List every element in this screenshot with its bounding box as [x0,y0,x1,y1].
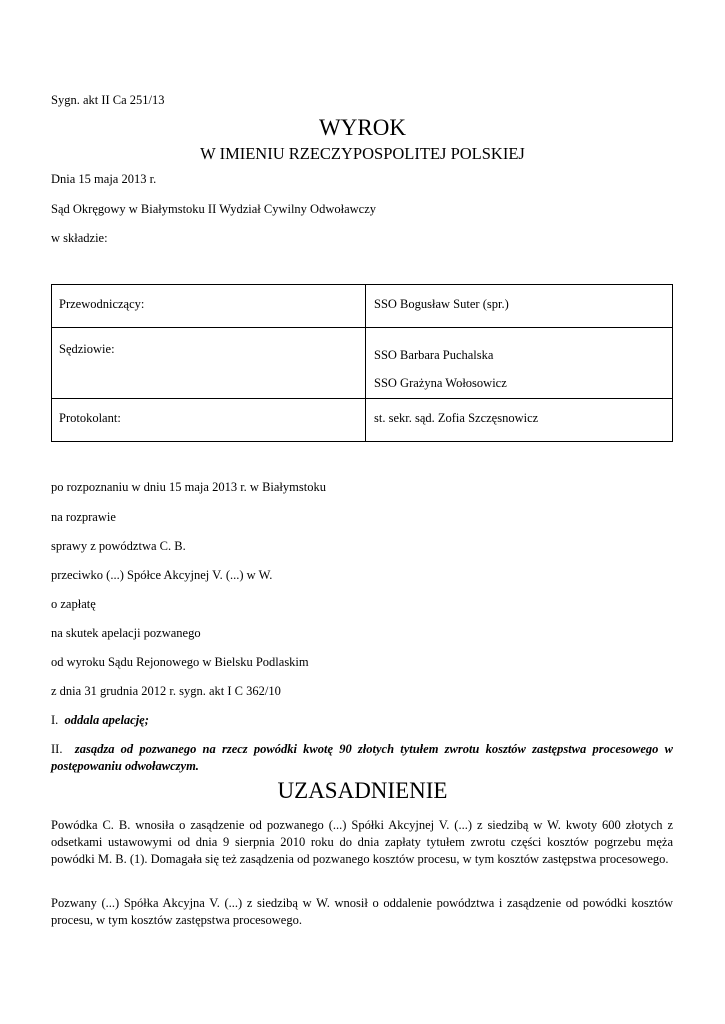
chair-label: Przewodniczący: [59,297,145,311]
chair-value: SSO Bogusław Suter (spr.) [374,297,509,311]
clerk-label: Protokolant: [59,411,121,425]
ruling-point-text: oddala apelację; [64,713,149,727]
proceeding-line: o zapłatę [51,597,96,611]
proceeding-line: na skutek apelacji pozwanego [51,626,201,640]
justification-paragraph: Powódka C. B. wnosiła o zasądzenie od pozwanego (...) Spółki Akcyjnej V. (...) z siedzibą w W. kwoty 600 złotych z odsetkami ustawowymi od dnia 9 sierpnia 2010 roku do dnia zapłaty tytułem zwrotu części kosztów pogrzebu męża powódki M. B. (1). Domagała się też zasądzenia od pozwanego kosztów procesu, w tym kosztów zastępstwa procesowego. [51,818,673,866]
judge-name: SSO Barbara Puchalska [374,348,494,362]
proceeding-line: z dnia 31 grudnia 2012 r. sygn. akt I C 362/10 [51,684,281,698]
ruling-point-2 [51,741,673,775]
proceeding-line: przeciwko (...) Spółce Akcyjnej V. (...) w W. [51,568,273,582]
composition-row-chair [52,285,673,328]
ruling-point-number: II. [51,742,63,756]
ruling-point-1 [51,713,149,728]
court-line: Sąd Okręgowy w Białymstoku II Wydział Cywilny Odwoławczy [51,202,377,216]
justification-heading: UZASADNIENIE [277,778,448,803]
composition-intro: w składzie: [51,231,108,245]
date-line: Dnia 15 maja 2013 r. [51,172,157,186]
case-signature: Sygn. akt II Ca 251/13 [51,93,165,107]
proceeding-line: na rozprawie [51,510,116,524]
composition-table [51,284,673,442]
document-title: WYROK [319,115,406,140]
proceeding-line: od wyroku Sądu Rejonowego w Bielsku Podlaskim [51,655,309,669]
composition-row-clerk [52,399,673,442]
proceeding-line: po rozpoznaniu w dniu 15 maja 2013 r. w Białymstoku [51,480,326,494]
judges-label: Sędziowie: [59,342,115,356]
document-subtitle: W IMIENIU RZECZYPOSPOLITEJ POLSKIEJ [200,144,525,163]
judge-name: SSO Grażyna Wołosowicz [374,376,507,390]
ruling-point-number: I. [51,713,59,727]
proceeding-line: sprawy z powództwa C. B. [51,539,186,553]
ruling-point-text: zasądza od pozwanego na rzecz powódki kwotę 90 złotych tytułem zwrotu kosztów zastępstwa procesowego w postępowaniu odwoławczym. [51,742,673,773]
justification-paragraph: Pozwany (...) Spółka Akcyjna V. (...) z siedzibą w W. wnosił o oddalenie powództwa i zasądzenie od powódki kosztów procesu, w tym kosztów zastępstwa procesowego. [51,896,673,927]
composition-row-judges [52,328,673,399]
clerk-value: st. sekr. sąd. Zofia Szczęsnowicz [374,411,539,425]
